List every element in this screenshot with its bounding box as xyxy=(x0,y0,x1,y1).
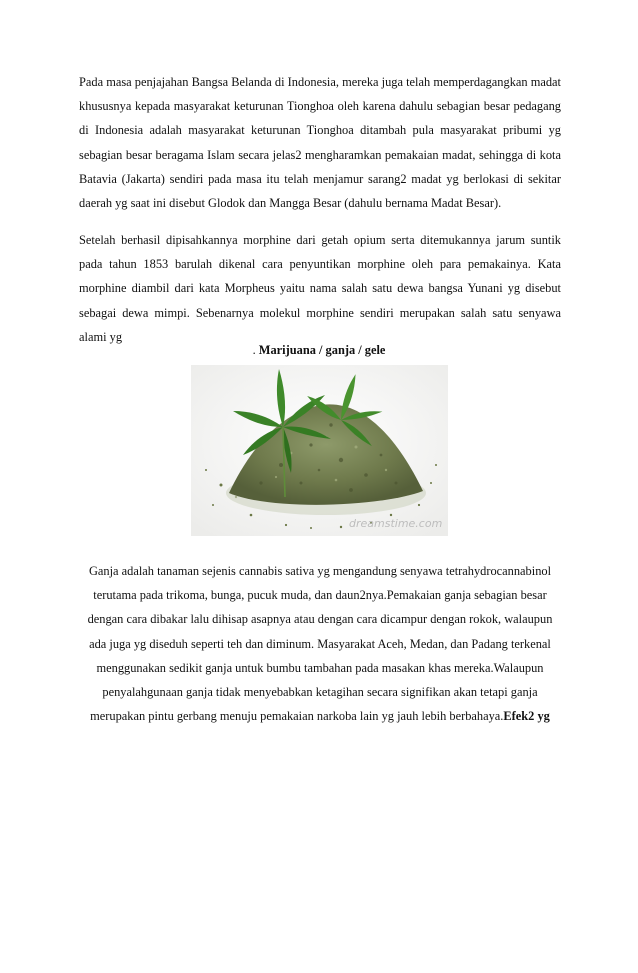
caption-prefix: . xyxy=(252,343,256,357)
text-line-last xyxy=(72,704,568,728)
text-line: terutama pada trikoma, bunga, pucuk muda, dan daun2nya.Pemakaian ganja sebagian besar xyxy=(93,588,547,603)
text-line: penyalahgunaan ganja tidak menyebabkan ketagihan secara signifikan akan tetapi ganja xyxy=(102,685,538,700)
text-line: ada juga yg diseduh seperti teh dan diminum. Masyarakat Aceh, Medan, dan Padang terkenal xyxy=(89,636,551,651)
text-line: dengan cara dibakar lalu dihisap asapnya atau dengan cara dicampur dengan rokok, walaupun xyxy=(87,612,553,627)
section-heading-efek: Efek2 yg xyxy=(503,709,550,724)
paragraph-ganja xyxy=(72,559,568,728)
text-line-content: merupakan pintu gerbang menuju pemakaian narkoba lain yg jauh lebih berbahaya. xyxy=(90,709,504,724)
paragraph-madat-history: Pada masa penjajahan Bangsa Belanda di Indonesia, mereka juga telah memperdagangkan madat khususnya kepada masyarakat keturunan Tionghoa oleh karena dahulu sebagian besar pedagang di Indonesia adalah masyarakat keturunan Tionghoa ditambah pula masyarakat pribumi yg sebagian besar beragama Islam secara jelas2 mengharamkan pemakaian madat, sehingga di kota Batavia (Jakarta) sendiri pada masa itu telah menjamur sarang2 madat yg berlokasi di sekitar daerah yg saat ini disebut Glodok dan Mangga Besar (dahulu bernama Madat Besar). xyxy=(79,75,561,211)
marijuana-image xyxy=(191,365,448,536)
watermark-text: dreamstime.com xyxy=(349,517,443,530)
caption-title: Marijuana / ganja / gele xyxy=(258,343,386,357)
marijuana-illustration xyxy=(191,365,448,536)
figure-caption xyxy=(0,340,638,360)
paragraph-morphine: Setelah berhasil dipisahkannya morphine dari getah opium serta ditemukannya jarum suntik pada tahun 1853 barulah dikenal cara penyuntikan morphine oleh para pemakainya. Kata morphine diambil dari kata Morpheus yaitu nama salah satu dewa bangsa Yunani yg disebut sebagai dewa mimpi. Sebenarnya molekul morphine sendiri merupakan salah satu senyawa alami yg xyxy=(79,233,561,344)
text-line: Ganja adalah tanaman sejenis cannabis sativa yg mengandung senyawa tetrahydrocannabinol xyxy=(88,564,552,578)
text-line: menggunakan sedikit ganja untuk bumbu tambahan pada masakan khas mereka.Walaupun xyxy=(96,660,544,675)
